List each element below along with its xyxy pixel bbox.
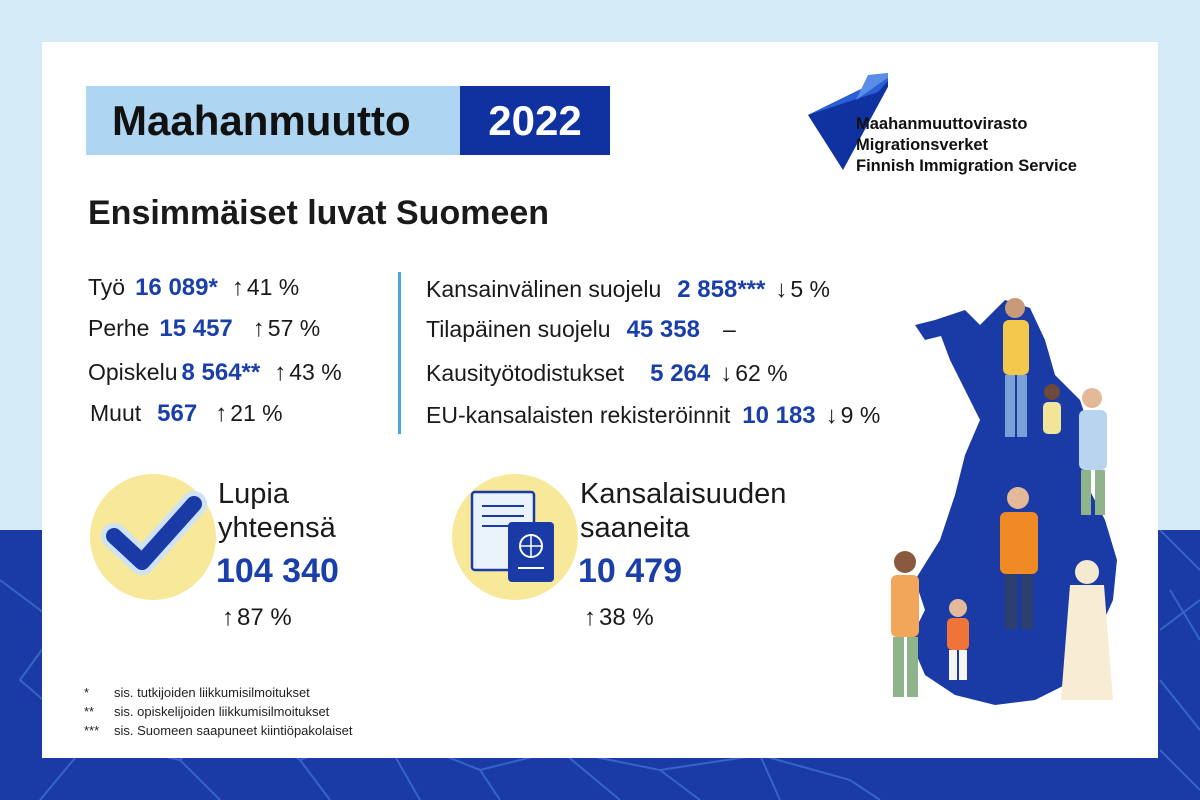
stat-label: EU-kansalaisten rekisteröinnit <box>426 402 731 428</box>
stat-label: Kansainvälinen suojelu <box>426 276 662 302</box>
stat-row-eu-rekisteroinnit <box>426 402 880 430</box>
stat-change-value: 57 % <box>267 315 321 341</box>
stat-value: 8 564** <box>181 359 261 386</box>
stat-change-value: 5 % <box>790 276 830 302</box>
title-banner <box>86 86 610 155</box>
footnote-mark: *** <box>84 723 100 738</box>
arrow-up-icon: ↑ <box>222 604 234 631</box>
stat-value: 45 358 <box>626 316 700 343</box>
footnote-text: sis. Suomeen saapuneet kiintiöpakolaiset <box>114 723 353 738</box>
permits-label-line2: yhteensä <box>218 512 336 544</box>
stat-value: 15 457 <box>159 315 233 342</box>
stat-row-tilapainen-suojelu <box>426 316 736 344</box>
finland-map-illustration <box>855 280 1155 720</box>
permits-total-change <box>222 604 292 632</box>
footnote-mark: ** <box>84 704 95 719</box>
citizenship-total-change <box>584 604 654 632</box>
permits-total-label <box>218 477 336 545</box>
stat-row-tyo <box>88 274 299 302</box>
logo-text <box>856 114 1077 177</box>
stat-change <box>720 360 787 388</box>
footnote <box>84 702 352 721</box>
stat-row-kausityotodistukset <box>426 360 788 388</box>
stat-row-perhe <box>88 315 320 343</box>
migri-logo <box>768 30 1088 175</box>
arrow-up-icon: ↑ <box>231 274 244 301</box>
citizenship-total-value: 10 479 <box>578 552 682 590</box>
stat-change <box>274 359 341 387</box>
arrow-up-icon: ↑ <box>215 400 228 427</box>
stat-change <box>775 276 830 304</box>
logo-line-fi: Maahanmuuttovirasto <box>856 115 1028 133</box>
permits-total-value: 104 340 <box>216 552 339 590</box>
footnote-text: sis. opiskelijoiden liikkumisilmoitukset <box>114 704 330 719</box>
footnote <box>84 721 352 740</box>
section-subtitle: Ensimmäiset luvat Suomeen <box>88 194 550 232</box>
arrow-up-icon: ↑ <box>252 315 265 342</box>
footnote-text: sis. tutkijoiden liikkumisilmoitukset <box>114 685 310 700</box>
stat-label: Opiskelu <box>88 359 178 385</box>
checkmark-badge <box>90 474 216 600</box>
logo-line-en: Finnish Immigration Service <box>856 157 1077 175</box>
stat-change-value: 43 % <box>289 359 342 385</box>
stat-label: Työ <box>88 274 126 300</box>
passport-document-icon <box>452 474 578 600</box>
stat-value: 5 264 <box>650 360 711 387</box>
checkmark-icon <box>90 474 216 600</box>
stat-row-kansainvalinen-suojelu <box>426 276 830 304</box>
stat-change-value: 62 % <box>735 360 788 386</box>
permits-label-line1: Lupia <box>218 478 289 510</box>
citizenship-label-line2: saaneita <box>580 512 690 544</box>
column-divider <box>398 272 401 434</box>
citizenship-total-label <box>580 477 786 545</box>
arrow-down-icon: ↓ <box>825 402 838 429</box>
stat-change-value: 9 % <box>840 402 881 428</box>
stat-change <box>232 274 299 302</box>
permits-change-value: 87 % <box>237 604 292 631</box>
footnote <box>84 683 352 702</box>
stat-value: 567 <box>157 400 198 427</box>
arrow-down-icon: ↓ <box>775 276 788 303</box>
stat-label: Muut <box>90 400 142 426</box>
arrow-up-icon: ↑ <box>274 359 287 386</box>
stat-label: Tilapäinen suojelu <box>426 316 611 342</box>
logo-line-sv: Migrationsverket <box>856 136 989 154</box>
stat-change <box>253 315 320 343</box>
stat-change-value: 21 % <box>230 400 283 426</box>
page-title: Maahanmuutto <box>86 86 460 155</box>
stat-value: 2 858*** <box>677 276 766 303</box>
stat-value: 10 183 <box>742 402 816 429</box>
footnotes <box>84 683 352 740</box>
stat-change-value: – <box>722 316 736 342</box>
passport-badge <box>452 474 578 600</box>
stat-label: Kausityötodistukset <box>426 360 625 386</box>
stat-change <box>720 316 736 343</box>
arrow-down-icon: ↓ <box>720 360 733 387</box>
finland-map-with-people-icon <box>855 280 1155 720</box>
footnote-mark: * <box>84 685 90 700</box>
stat-row-opiskelu <box>88 359 342 387</box>
citizenship-change-value: 38 % <box>599 604 654 631</box>
year-badge: 2022 <box>460 86 610 155</box>
stat-row-muut <box>90 400 283 428</box>
stat-change-value: 41 % <box>246 274 300 300</box>
stat-label: Perhe <box>88 315 150 341</box>
stat-change <box>215 400 282 428</box>
arrow-up-icon: ↑ <box>584 604 596 631</box>
citizenship-label-line1: Kansalaisuuden <box>580 478 787 510</box>
stat-value: 16 089* <box>135 274 218 301</box>
